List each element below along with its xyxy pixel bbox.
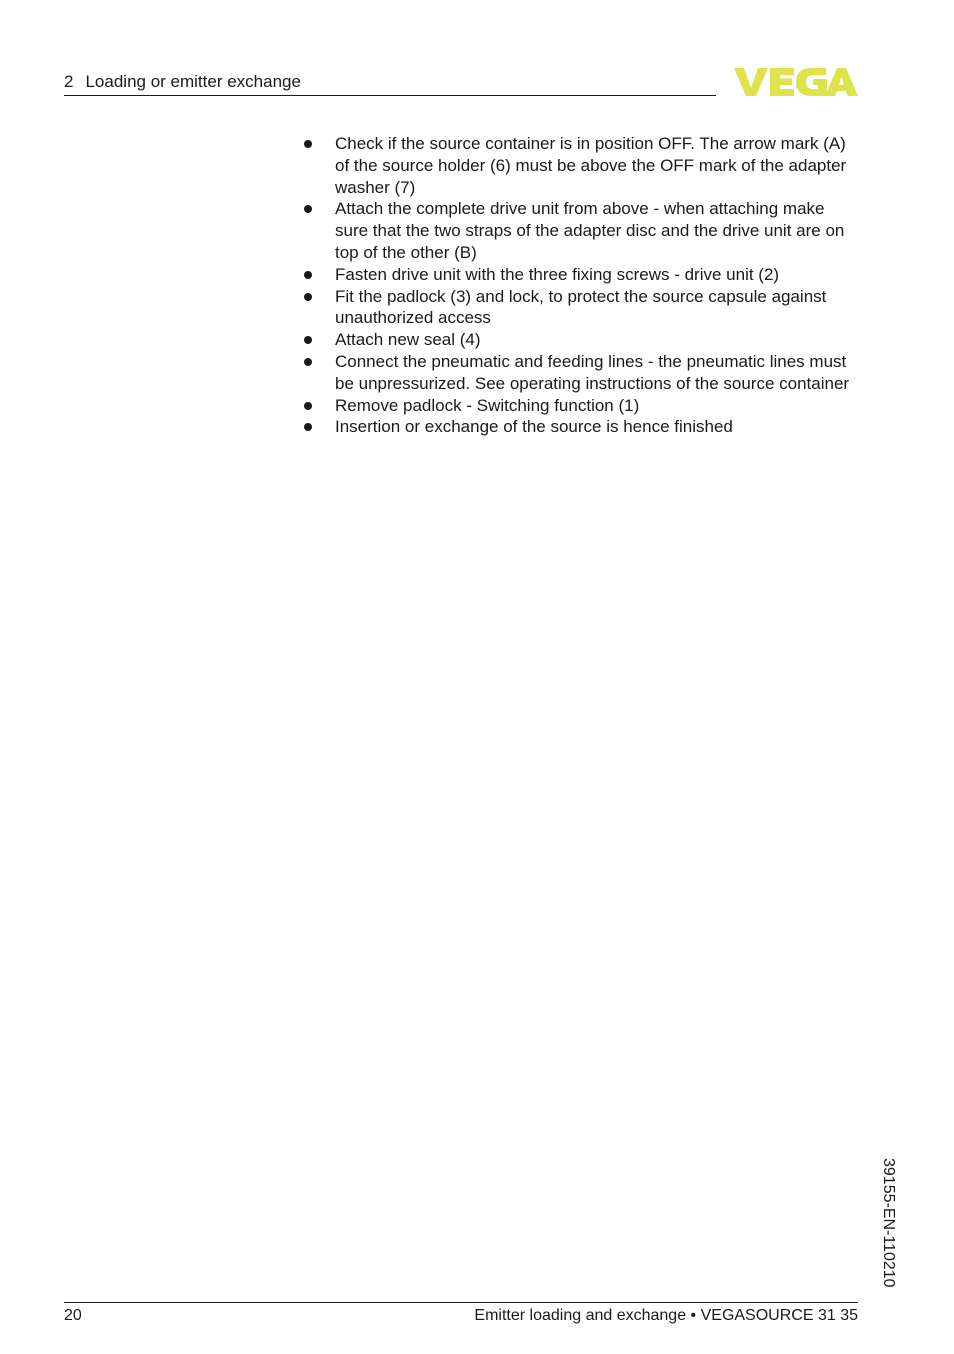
footer-divider <box>64 1302 858 1303</box>
bullet-icon <box>304 402 312 410</box>
vega-logo <box>734 66 858 98</box>
bullet-icon <box>304 271 312 279</box>
bullet-icon <box>304 293 312 301</box>
running-header <box>64 71 301 93</box>
chapter-number: 2 <box>64 72 74 91</box>
footer-document-title: Emitter loading and exchange • VEGASOURCE 31 35 <box>474 1307 858 1324</box>
list-item <box>301 286 861 330</box>
list-item <box>301 329 861 351</box>
list-item <box>301 198 861 263</box>
list-item-text: Connect the pneumatic and feeding lines - the pneumatic lines must be unpressurized. See operating instructions of the source container <box>335 351 850 393</box>
list-item-text: Remove padlock - Switching function (1) <box>335 395 640 415</box>
list-item-text: Attach new seal (4) <box>335 330 481 350</box>
bullet-icon <box>304 423 312 431</box>
bullet-icon <box>304 336 312 344</box>
list-item <box>301 133 861 198</box>
bullet-icon <box>304 358 312 366</box>
bullet-icon <box>304 205 312 213</box>
header-divider <box>64 95 716 96</box>
bullet-icon <box>304 140 312 148</box>
vega-logo-mark <box>734 66 858 98</box>
list-item <box>301 416 861 438</box>
chapter-title: Loading or emitter exchange <box>85 72 301 91</box>
list-item-text: Attach the complete drive unit from above - when attaching make sure that the two straps of the adapter disc and the drive unit are on top of the other (B) <box>335 199 845 262</box>
instruction-list <box>301 133 861 438</box>
list-item-text: Fit the padlock (3) and lock, to protect the source capsule against unauthorized access <box>335 286 827 328</box>
list-item-text: Check if the source container is in position OFF. The arrow mark (A) of the source holder (6) must be above the OFF mark of the adapter washer (7) <box>335 134 847 197</box>
list-item <box>301 395 861 417</box>
document-code: 39155-EN-110210 <box>880 1158 897 1288</box>
list-item-text: Fasten drive unit with the three fixing screws - drive unit (2) <box>335 264 780 284</box>
list-item <box>301 351 861 395</box>
list-item <box>301 264 861 286</box>
page-number: 20 <box>64 1307 82 1324</box>
list-item-text: Insertion or exchange of the source is hence finished <box>335 417 733 437</box>
